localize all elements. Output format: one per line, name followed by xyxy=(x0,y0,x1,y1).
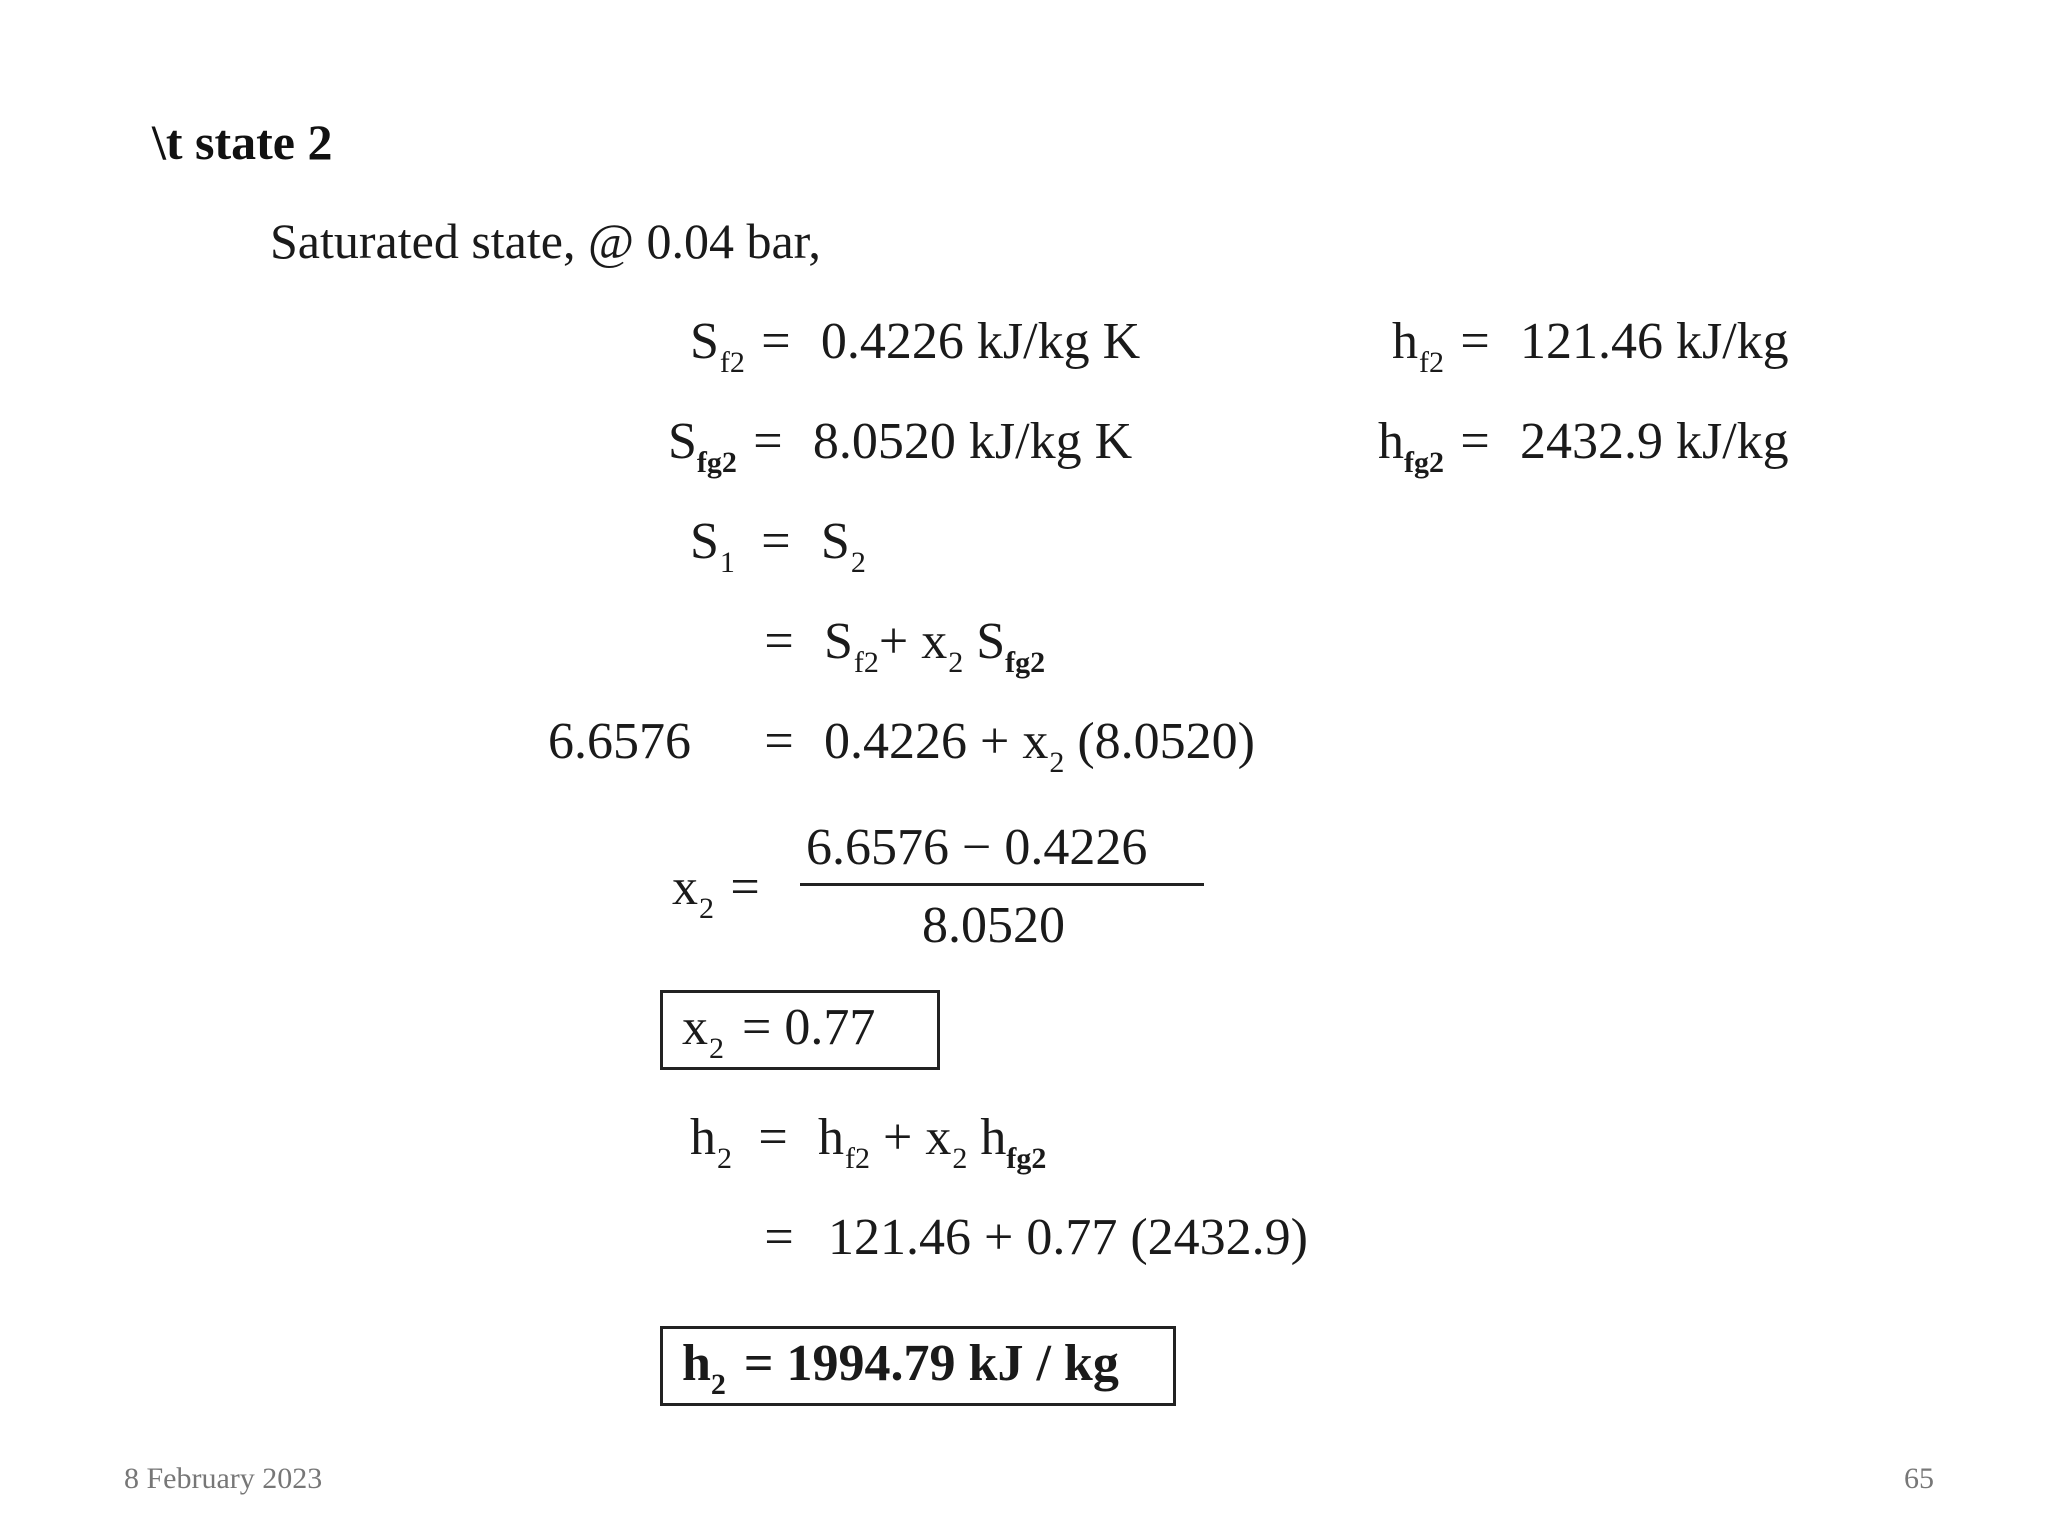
footer-date: 8 February 2023 xyxy=(124,1462,323,1495)
entropy-sum-equation: = $S_{f2}+ x_2$ $S_{fg2}$ xyxy=(764,613,1046,679)
x2-fraction-numerator: 6.6576 − 0.4226 xyxy=(806,819,1148,876)
x2-fraction-denominator: 8.0520 xyxy=(922,897,1065,954)
x2-fraction-lhs: $x_2$ = xyxy=(672,859,760,925)
sf2-equation: $S_{f2} = 0.4226$ kJ/kg K xyxy=(690,313,1141,379)
intro-text: Saturated state, @ 0.04 bar, xyxy=(270,213,821,269)
h2-equation: $h_2 = h_{f2} + x_2$ $h_{fg2}$ xyxy=(690,1109,1047,1175)
sfg2-equation: $S_{fg2} = 8.0520$ kJ/kg K xyxy=(668,413,1133,479)
x2-result: $x_2 = 0.77$ xyxy=(682,999,876,1065)
hfg2-equation: $h_{fg2} = 2432.9$ kJ/kg xyxy=(1378,413,1789,479)
section-heading: \t state 2 xyxy=(152,114,333,170)
h2-result: $h_2 = 1994.79$ kJ / kg xyxy=(682,1335,1119,1401)
fraction-bar xyxy=(800,883,1204,886)
h2-substitution: = 121.46 + 0.77 (2432.9) xyxy=(764,1209,1308,1266)
hf2-equation: $h_{f2} = 121.46$ kJ/kg xyxy=(1392,313,1789,379)
s1-equals-s2: $S_1 = S_2$ xyxy=(690,513,866,579)
substitution-equation: $6.6576 = 0.4226 + x_2$ (8.0520) xyxy=(548,713,1255,779)
page-number: 65 xyxy=(1904,1462,1934,1495)
